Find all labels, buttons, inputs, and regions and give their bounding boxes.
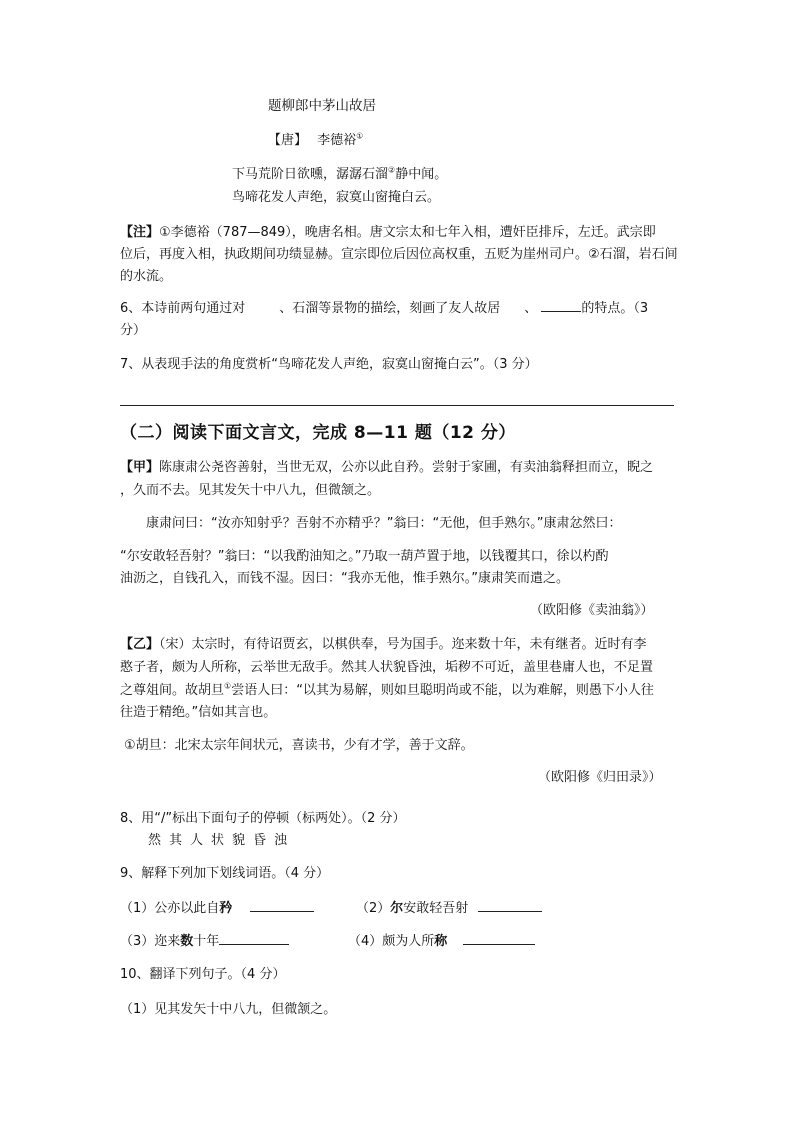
yi-label: 【乙】 bbox=[120, 637, 160, 652]
q9-item-2-keyword: 尔 bbox=[390, 901, 404, 916]
question-6-line-1 bbox=[120, 297, 648, 316]
jia-line-1 bbox=[120, 456, 653, 475]
q9-item-3-answer-blank[interactable] bbox=[219, 943, 289, 945]
question-8-sentence: 然其人状貌昏浊 bbox=[148, 833, 296, 848]
q9-item-2-answer-blank[interactable] bbox=[478, 910, 542, 912]
jia-line-5: 油沥之，自钱孔入，而钱不湿。因曰：“我亦无他，惟手熟尔。”康肃笑而遣之。 bbox=[120, 571, 569, 586]
poem-line-1-text: 下马荒阶日欲曛，潺潺石溜 bbox=[232, 167, 389, 182]
q6-part-b: 、石溜等景物的描绘，刻画了友人故居 bbox=[279, 301, 501, 316]
yi-line-1 bbox=[120, 633, 647, 652]
note-line-1 bbox=[120, 221, 656, 240]
question-10: 10、翻译下列句子。（4 分） bbox=[120, 967, 286, 982]
poem-author: 李德裕 bbox=[317, 133, 357, 148]
poem-author-note-mark: ① bbox=[356, 131, 364, 141]
q9-item-1-keyword: 矜 bbox=[219, 901, 233, 916]
question-7: 7、从表现手法的角度赏析“鸟啼花发人声绝，寂寞山窗掩白云”。（3 分） bbox=[120, 357, 538, 372]
question-8: 8、用“/”标出下面句子的停顿（标两处）。（2 分） bbox=[120, 811, 406, 826]
yi-line-2: 憨子者，颇为人所称，云举世无敌手。然其人状貌昏浊，垢秽不可近，盖里巷庸人也，不足置 bbox=[120, 660, 654, 675]
question-6-line-2: 分） bbox=[120, 323, 147, 338]
q6-blank-3[interactable] bbox=[541, 310, 581, 312]
yi-line-3 bbox=[120, 679, 654, 698]
note-text-1: ①李德裕（787—849），晚唐名相。唐文宗太和七年入相，遭奸臣排斥，左迁。武宗即 bbox=[159, 225, 656, 240]
q6-part-a: 6、本诗前两句通过对 bbox=[120, 301, 246, 316]
note-line-3: 的水流。 bbox=[120, 269, 173, 284]
jia-line-3: 康肃问曰：“汝亦知射乎？吾射不亦精乎？”翁曰：“无他，但手熟尔。”康肃忿然曰： bbox=[146, 516, 622, 531]
q9-item-4-answer-blank[interactable] bbox=[463, 943, 535, 945]
jia-text-1: 陈康肃公尧咨善射，当世无双，公亦以此自矜。尝射于家圃，有卖油翁释担而立，睨之 bbox=[159, 460, 654, 475]
q9-item-3-text-c: 十年 bbox=[193, 934, 220, 949]
poem-dynasty: 【唐】 bbox=[268, 133, 308, 148]
yi-text-3a: 之尊俎间。故胡旦 bbox=[120, 683, 225, 698]
poem-title: 题柳郎中茅山故居 bbox=[268, 98, 376, 114]
note-line-2: 位后，再度入相，执政期间功绩显赫。宣宗即位后因位高权重，五贬为崖州司户。②石溜，岩石间 bbox=[120, 247, 678, 262]
jia-line-4: “尔安敢轻吾射？”翁曰：“以我酌油知之。”乃取一葫芦置于地，以钱覆其口，徐以杓酌 bbox=[120, 549, 609, 564]
jia-line-2: ，久而不去。见其发矢十中八九，但微颔之。 bbox=[120, 483, 381, 498]
q9-item-2-num: （2） bbox=[356, 901, 391, 916]
q9-item-4-keyword: 称 bbox=[434, 934, 448, 949]
poem-byline bbox=[268, 129, 363, 148]
q9-item-1-answer-blank[interactable] bbox=[250, 910, 314, 912]
yi-note-mark: ① bbox=[224, 681, 232, 691]
poem-line-1-end: 静中闻。 bbox=[395, 167, 448, 182]
q6-part-d: 的特点。（3 bbox=[581, 301, 649, 316]
question-9-item-1 bbox=[120, 897, 314, 916]
question-9-item-4 bbox=[348, 930, 535, 949]
q9-item-4-text: （4）颇为人所 bbox=[348, 934, 435, 949]
jia-label: 【甲】 bbox=[120, 460, 160, 475]
section-divider bbox=[120, 405, 674, 406]
yi-note: ①胡旦：北宋太宗年间状元，喜读书，少有才学，善于文辞。 bbox=[124, 738, 474, 753]
q9-item-3-text-a: （3）迩来 bbox=[120, 934, 181, 949]
question-10-item-1: （1）见其发矢十中八九，但微颔之。 bbox=[120, 1002, 337, 1017]
note-label: 【注】 bbox=[120, 225, 160, 240]
q9-item-2-text: 安敢轻吾射 bbox=[403, 901, 469, 916]
jia-source: （欧阳修《卖油翁》） bbox=[530, 603, 654, 618]
poem-line-1 bbox=[232, 163, 447, 182]
q6-part-c: 、 bbox=[524, 301, 538, 316]
question-9-item-2 bbox=[356, 897, 542, 916]
q9-item-1-text: （1）公亦以此自 bbox=[120, 901, 220, 916]
yi-source: （欧阳修《归田录》） bbox=[538, 770, 662, 785]
yi-text-3b: 尝语人曰：“以其为易解，则如旦聪明尚或不能，以为难解，则愚下小人往 bbox=[231, 683, 654, 698]
question-9-item-3 bbox=[120, 930, 289, 949]
q9-item-3-keyword: 数 bbox=[180, 934, 194, 949]
yi-line-4: 往造于精绝。”信如其言也。 bbox=[120, 705, 277, 720]
section-2-title: （二）阅读下面文言文，完成 8—11 题（12 分） bbox=[120, 423, 516, 443]
poem-line-2: 鸟啼花发人声绝，寂寞山窗掩白云。 bbox=[232, 190, 441, 205]
yi-text-1: （宋）太宗时，有待诏贾玄，以棋供奉，号为国手。迩来数十年，未有继者。近时有李 bbox=[159, 637, 647, 652]
question-9: 9、解释下列加下划线词语。（4 分） bbox=[120, 866, 330, 881]
poem-line-1-note-mark: ② bbox=[388, 165, 396, 175]
